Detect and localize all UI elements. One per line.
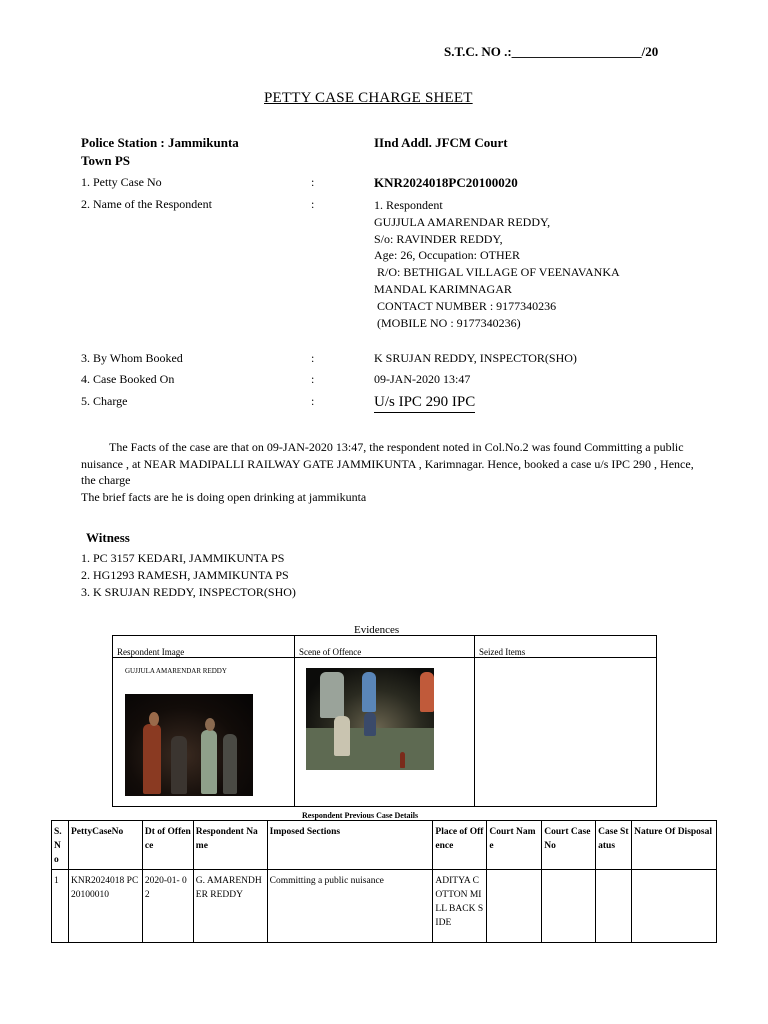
colon: :	[311, 351, 315, 365]
person-figure	[223, 734, 237, 794]
petty-case-value: KNR2024018PC20100020	[374, 175, 518, 190]
table-cell: KNR2024018 PC20100010	[68, 870, 142, 943]
respondent-line: (MOBILE NO : 9177340236)	[374, 315, 521, 330]
previous-cases-heading: Respondent Previous Case Details	[302, 811, 419, 820]
table-cell	[632, 870, 717, 943]
column-header: Respondent Name	[193, 821, 267, 870]
stc-number: S.T.C. NO .:____________________/20	[444, 44, 659, 59]
booked-on-label: 4. Case Booked On	[81, 372, 175, 386]
respondent-line: MANDAL KARIMNAGAR	[374, 281, 512, 296]
column-header: Place of Offence	[433, 821, 487, 870]
divider	[474, 636, 475, 806]
previous-cases-table	[51, 820, 717, 943]
person-figure	[143, 724, 161, 794]
petty-case-label: 1. Petty Case No	[81, 175, 162, 189]
booked-by-value: K SRUJAN REDDY, INSPECTOR(SHO)	[374, 351, 577, 365]
person-figure	[362, 672, 376, 712]
column-header: Imposed Sections	[267, 821, 433, 870]
evidences-heading: Evidences	[354, 624, 400, 636]
table-cell	[487, 870, 542, 943]
respondent-photo	[125, 694, 253, 796]
table-cell: Committing a public nuisance	[267, 870, 433, 943]
facts-brief: The brief facts are he is doing open drinking at jammikunta	[81, 489, 367, 504]
witness-item: 1. PC 3157 KEDARI, JAMMIKUNTA PS	[81, 551, 285, 565]
respondent-line: Age: 26, Occupation: OTHER	[374, 248, 520, 263]
table-cell: 1	[52, 870, 69, 943]
colon: :	[311, 394, 315, 408]
booked-on-value: 09-JAN-2020 13:47	[374, 372, 471, 386]
witness-list	[81, 550, 296, 601]
respondent-line: S/o: RAVINDER REDDY,	[374, 231, 503, 246]
court-name: IInd Addl. JFCM Court	[374, 135, 508, 150]
respondent-line: GUJJULA AMARENDAR REDDY,	[374, 214, 551, 229]
table-row	[52, 870, 717, 943]
witness-heading: Witness	[86, 530, 130, 545]
facts-text: The Facts of the case are that on 09-JAN-2020 13:47, the respondent noted in Col.No.2 was found Committing a public nuisance , at NEAR MADIPALLI RAILWAY GATE JAMMIKUNTA , Karimnagar. Hence, booked a case u/s IPC 290 , Hence, the charge	[81, 440, 694, 488]
colon: :	[311, 372, 315, 386]
table-header-row	[52, 821, 717, 870]
bottle	[400, 752, 405, 768]
colon: :	[311, 175, 315, 189]
charge-value: U/s IPC 290 IPC	[374, 394, 475, 413]
respondent-image-caption: GUJJULA AMARENDAR REDDY	[125, 667, 227, 675]
police-station-cont: Town PS	[81, 153, 131, 168]
person-figure	[205, 718, 215, 731]
person-figure	[171, 736, 187, 794]
evidences-box	[112, 635, 657, 807]
table-cell	[596, 870, 632, 943]
table-cell: 2020-01- 02	[142, 870, 193, 943]
column-header: Court Name	[487, 821, 542, 870]
respondent-line: CONTACT NUMBER : 9177340236	[374, 298, 557, 313]
person-figure	[334, 716, 350, 756]
respondent-line: 1. Respondent	[374, 198, 443, 212]
facts-paragraph	[81, 439, 701, 505]
column-header: Nature Of Disposal	[632, 821, 717, 870]
person-figure	[201, 730, 217, 794]
column-header: S. N o	[52, 821, 69, 870]
police-station: Police Station : Jammikunta	[81, 135, 239, 150]
person-figure	[149, 712, 159, 726]
column-header: Dt of Offence	[142, 821, 193, 870]
divider	[294, 636, 295, 806]
table-cell	[542, 870, 596, 943]
table-cell: ADITYA COTTON MILL BACK SIDE	[433, 870, 487, 943]
col-respondent-image: Respondent Image	[113, 636, 295, 658]
column-header: Case Status	[596, 821, 632, 870]
person-figure	[320, 672, 344, 718]
table-cell: G. AMARENDH ER REDDY	[193, 870, 267, 943]
charge-label: 5. Charge	[81, 394, 128, 408]
column-header: PettyCaseNo	[68, 821, 142, 870]
column-header: Court Case No	[542, 821, 596, 870]
respondent-details	[374, 197, 620, 331]
booked-by-label: 3. By Whom Booked	[81, 351, 183, 365]
respondent-line: R/O: BETHIGAL VILLAGE OF VEENAVANKA	[374, 265, 620, 280]
page-title: PETTY CASE CHARGE SHEET	[264, 90, 473, 106]
colon: :	[311, 197, 315, 211]
scene-of-offence-photo	[306, 668, 434, 770]
col-scene-of-offence: Scene of Offence	[295, 636, 475, 658]
person-figure	[420, 672, 434, 712]
person-figure	[364, 712, 376, 736]
witness-item: 3. K SRUJAN REDDY, INSPECTOR(SHO)	[81, 585, 296, 599]
respondent-label: 2. Name of the Respondent	[81, 197, 212, 211]
witness-item: 2. HG1293 RAMESH, JAMMIKUNTA PS	[81, 568, 289, 582]
col-seized-items: Seized Items	[475, 636, 656, 658]
